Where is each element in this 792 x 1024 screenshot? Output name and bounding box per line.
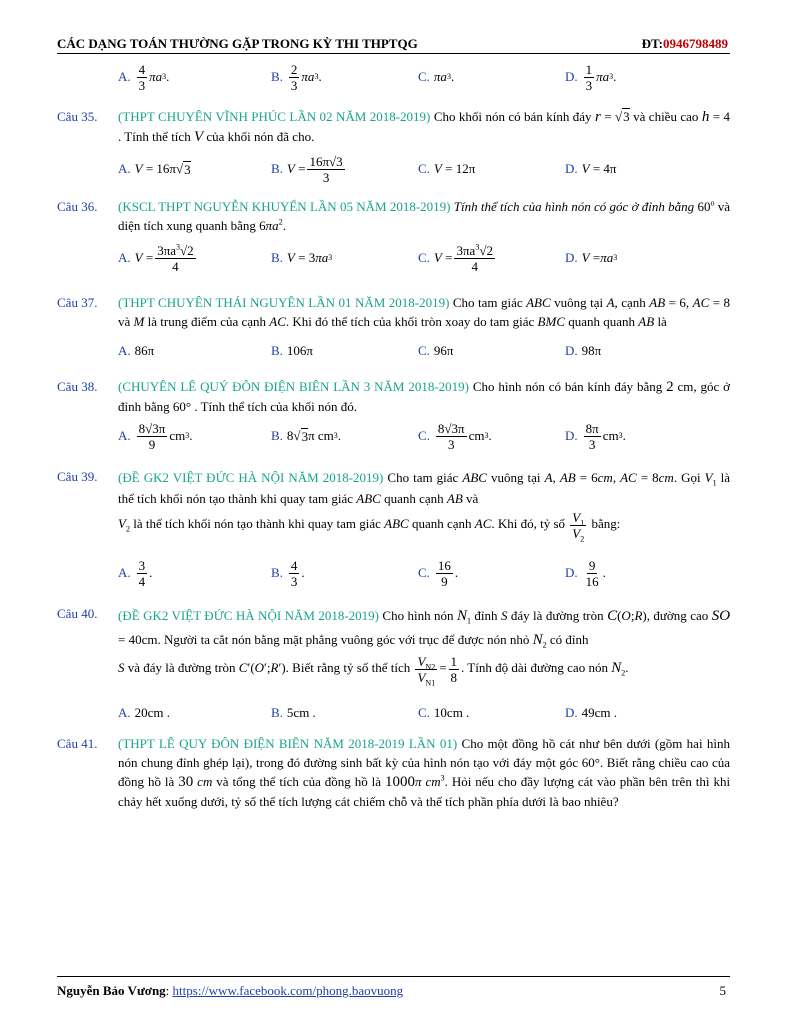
question-number: Câu 41.: [57, 736, 98, 751]
question-number: Câu 36.: [57, 199, 98, 214]
footer-author: Nguyễn Bảo Vương: [57, 983, 166, 998]
q35-option-c[interactable]: C. V = 12π: [418, 161, 476, 176]
question-40: [57, 604, 730, 686]
question-37: [57, 293, 730, 331]
question-text: (ĐỀ GK2 VIỆT ĐỨC HÀ NỘI NĂM 2018-2019) Cho tam giác ABC vuông tại A, AB = 6cm, AC = 8cm. Gọi $V_1$ là thể tích khối nón tạo thành khi quay tam giác ABC quanh cạnh AB và $V_2$ là thể tích khối nón tạo thành khi quay tam giác ABC quanh cạnh AC. Khi đó, tỷ số $\frac{V_1}{V_2}$ bằng:: [118, 470, 731, 544]
q35-option-d[interactable]: D. V = 4π: [565, 161, 617, 176]
question-35: [57, 107, 730, 147]
q38-option-d[interactable]: D. $\frac{8\pi}{3}$ cm 3 .: [565, 420, 626, 452]
q36-option-d[interactable]: D. V = πa 3: [565, 250, 618, 265]
question-number: Câu 40.: [57, 606, 98, 621]
q40-options: [57, 702, 730, 724]
page-footer: Nguyễn Bảo Vương: https://www.facebook.com/phong.baovuong 5: [57, 976, 730, 999]
q36-option-c[interactable]: C. V = $\frac{3\pi a^3√2}{4}$: [418, 242, 493, 274]
question-text: (CHUYÊN LÊ QUÝ ĐÔN ĐIỆN BIÊN LẦN 3 NĂM 2018-2019) Cho hình nón có bán kính đáy bằng 2 cm, góc ở đỉnh bằng 60° . Tính thể tích của khối nón đó.: [118, 379, 731, 414]
q34-option-d[interactable]: D. $\frac{1}{3}$ πa 3 .: [565, 61, 617, 93]
header-phone: ĐT:0946798489: [641, 36, 728, 51]
q38-option-c[interactable]: C. $\frac{8√3\pi}{3}$ cm 3 .: [418, 420, 492, 452]
question-text: (ĐỀ GK2 VIỆT ĐỨC HÀ NỘI NĂM 2018-2019) Cho hình nón $N_1$ đỉnh S đáy là đường tròn C(O;R), đường cao SO = 40cm. Người ta cắt nón bằng mặt phẳng vuông góc với trục để được nón nhỏ $N_2$ có đỉnh S và đáy là đường tròn C′(O′;R′). Biết rằng tỷ số thể tích $\frac{V_{N2}}{V_{N1}}$ = $\frac{1}{8}$ . Tính độ dài đường cao nón $N_2$.: [118, 608, 731, 688]
q40-option-a[interactable]: A. 20cm .: [118, 705, 171, 720]
question-number: Câu 37.: [57, 295, 98, 310]
q34-option-a[interactable]: A. $\frac{4}{3}$ πa 3 .: [118, 61, 170, 93]
q38-option-b[interactable]: B. 8√ 3 π cm 3 .: [271, 428, 342, 444]
q34-option-c[interactable]: C. πa 3 .: [418, 69, 455, 84]
q34-option-b[interactable]: B. $\frac{2}{3}$ πa 3 .: [271, 61, 322, 93]
page-header: [57, 34, 730, 54]
question-36: [57, 197, 730, 235]
q36-options: [57, 238, 730, 278]
question-39: [57, 467, 731, 544]
question-41: [57, 734, 730, 811]
q39-option-d[interactable]: D. $\frac{9}{16}$ .: [565, 557, 606, 589]
q37-option-c[interactable]: C. 96π: [418, 343, 454, 358]
q35-option-a[interactable]: A. V = 16π√ 3: [118, 161, 191, 177]
page-number: 5: [719, 983, 726, 998]
question-number: Câu 38.: [57, 379, 98, 394]
footer-facebook-link[interactable]: https://www.facebook.com/phong.baovuong: [172, 983, 404, 998]
q39-option-b[interactable]: B. $\frac{4}{3}$ .: [271, 557, 305, 589]
q38-option-a[interactable]: A. $\frac{8√3\pi}{9}$ cm 3 .: [118, 420, 193, 452]
q36-option-a[interactable]: A. V = $\frac{3\pi a^3√2}{4}$: [118, 242, 194, 274]
q40-option-c[interactable]: C. 10cm .: [418, 705, 470, 720]
q39-options: [57, 553, 730, 593]
q37-option-a[interactable]: A. 86π: [118, 343, 155, 358]
q37-options: [57, 340, 730, 362]
q34-options: [57, 57, 730, 97]
question-text: (THPT CHUYÊN THÁI NGUYÊN LẦN 01 NĂM 2018-2019) Cho tam giác ABC vuông tại A, cạnh AB = 6, AC = 8 và M là trung điểm của cạnh AC. Khi đó thể tích của khối tròn xoay do tam giác BMC quanh quanh AB là: [118, 295, 731, 329]
q40-option-d[interactable]: D. 49cm .: [565, 705, 618, 720]
q40-option-b[interactable]: B. 5cm .: [271, 705, 316, 720]
q37-option-b[interactable]: B. 106π: [271, 343, 313, 358]
q39-option-c[interactable]: C. $\frac{16}{9}$ .: [418, 557, 459, 589]
question-text: (KSCL THPT NGUYỄN KHUYẾN LẦN 05 NĂM 2018-2019) Tính thể tích của hình nón có góc ở đỉnh bằng 60$^o$ và diện tích xung quanh bằng $6\pi a^2$.: [118, 198, 731, 233]
question-number: Câu 35.: [57, 109, 98, 124]
question-text: (THPT LÊ QUY ĐÔN ĐIỆN BIÊN NĂM 2018-2019 LẦN 01) Cho một đồng hồ cát như bên dưới (gồm hai hình nón chung đỉnh ghép lại), trong đó đường sinh bất kỳ của hình nón tạo với đáy một góc 60°. Biết rằng chiều cao của đồng hồ là 30 cm và tổng thể tích của đồng hồ là 1000π $cm^3$. Hỏi nếu cho đầy lượng cát vào phần bên trên thì khi chảy hết xuống dưới, tỷ số thể tích lượng cát chiếm chỗ và thể tích phần phía dưới là bao nhiêu?: [118, 736, 731, 809]
question-text: (THPT CHUYÊN VĨNH PHÚC LẦN 02 NĂM 2018-2019) Cho khối nón có bán kính đáy r = √3 và chiều cao h = 4 . Tính thể tích V của khối nón đã cho.: [118, 109, 731, 145]
question-38: [57, 377, 730, 416]
question-number: Câu 39.: [57, 469, 98, 484]
header-title: CÁC DẠNG TOÁN THƯỜNG GẶP TRONG KỲ THI THPTQG: [57, 36, 418, 51]
q36-option-b[interactable]: B. V = 3 πa 3: [271, 250, 333, 265]
q35-option-b[interactable]: B. V = $\frac{16\pi√3}{3}$: [271, 153, 343, 185]
q37-option-d[interactable]: D. 98π: [565, 343, 602, 358]
q39-option-a[interactable]: A. $\frac{3}{4}$ .: [118, 557, 153, 589]
q35-options: [57, 149, 730, 189]
q38-options: [57, 416, 730, 456]
